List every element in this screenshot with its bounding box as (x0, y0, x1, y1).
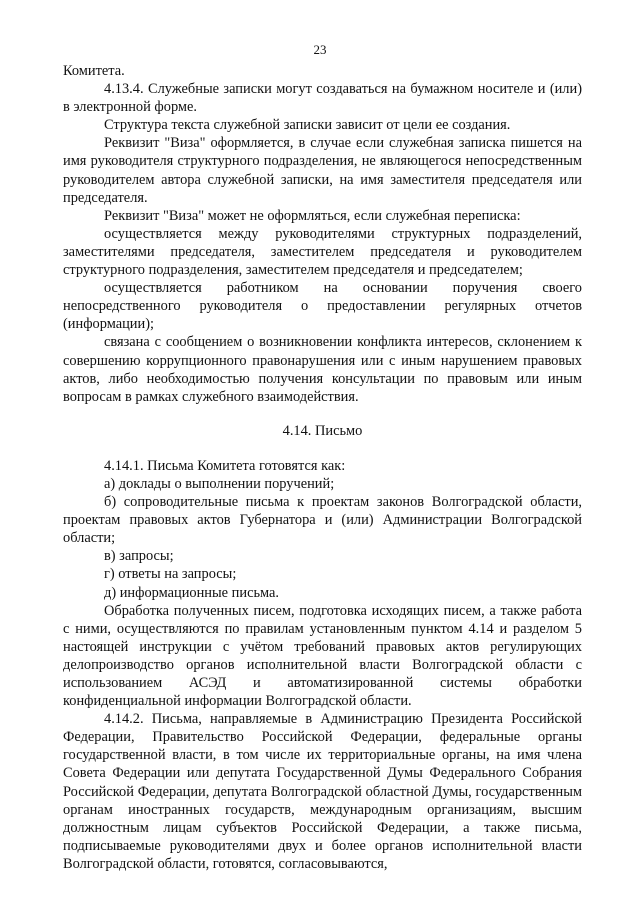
list-item: д) информационные письма. (104, 584, 280, 601)
paragraph: связана с сообщением о возникновении конфликта интересов, склонением к совершению коррупционного правонарушения или с иным нарушением правовых актов, либо необходимостью получения консультации по правовым или иным вопросам в рамках служебного взаимодействия. (63, 334, 582, 405)
paragraph: 4.13.4. Служебные записки могут создаваться на бумажном носителе и (или) в электронной форме. (63, 81, 582, 116)
paragraph: 4.14.2. Письма, направляемые в Администрацию Президента Российской Федерации, Правительство Российской Федерации, федеральные органы государственной власти, в том числе их территориальные органы, на имя члена Совета Федерации или депутата Государственной Думы Федерального Собрания Российской Федерации, депутата Волгоградской областной Думы, государственным органам иностранных государств, международным организациям, высшим должностным лицам субъектов Российской Федерации, а также письма, подписываемые руководителями двух и более органов исполнительной власти Волгоградской области, готовятся, согласовываются, (63, 711, 582, 872)
paragraph: Комитета. (63, 63, 125, 79)
document-body (63, 62, 582, 873)
paragraph: осуществляется между руководителями структурных подразделений, заместителями председателя, заместителем председателя и руководителем структурного подразделения, заместителем председателя и председателем; (63, 225, 582, 279)
paragraph: Структура текста служебной записки зависит от цели ее создания. (104, 117, 511, 134)
paragraph: Реквизит "Виза" может не оформляться, если служебная переписка: (104, 207, 521, 224)
section-heading: 4.14. Письмо (282, 422, 363, 439)
list-item: а) доклады о выполнении поручений; (104, 475, 335, 492)
paragraph: осуществляется работником на основании поручения своего непосредственного руководителя о предоставлении регулярных отчетов (информации); (63, 280, 582, 333)
paragraph: 4.14.1. Письма Комитета готовятся как: (104, 457, 346, 474)
page-number: 23 (313, 42, 327, 57)
list-item: б) сопроводительные письма к проектам законов Волгоградской области, проектам правовых актов Губернатора и (или) Администрации Волгоградской области; (63, 494, 582, 547)
paragraph: Обработка полученных писем, подготовка исходящих писем, а также работа с ними, осуществляются по правилам установленным пунктом 4.14 и разделом 5 настоящей инструкции с учётом требований правовых актов регулирующих делопроизводство органов исполнительной власти Волгоградской области с использованием АСЭД и автоматизированной системы обработки конфиденциальной информации Волгоградской области. (63, 602, 582, 710)
list-item: г) ответы на запросы; (104, 566, 237, 583)
list-item: в) запросы; (104, 548, 174, 565)
paragraph: Реквизит "Виза" оформляется, в случае если служебная записка пишется на имя руководителя структурного подразделения, не являющегося непосредственным руководителем автора служебной записки, на имя заместителя председателя или председателя. (63, 135, 582, 206)
